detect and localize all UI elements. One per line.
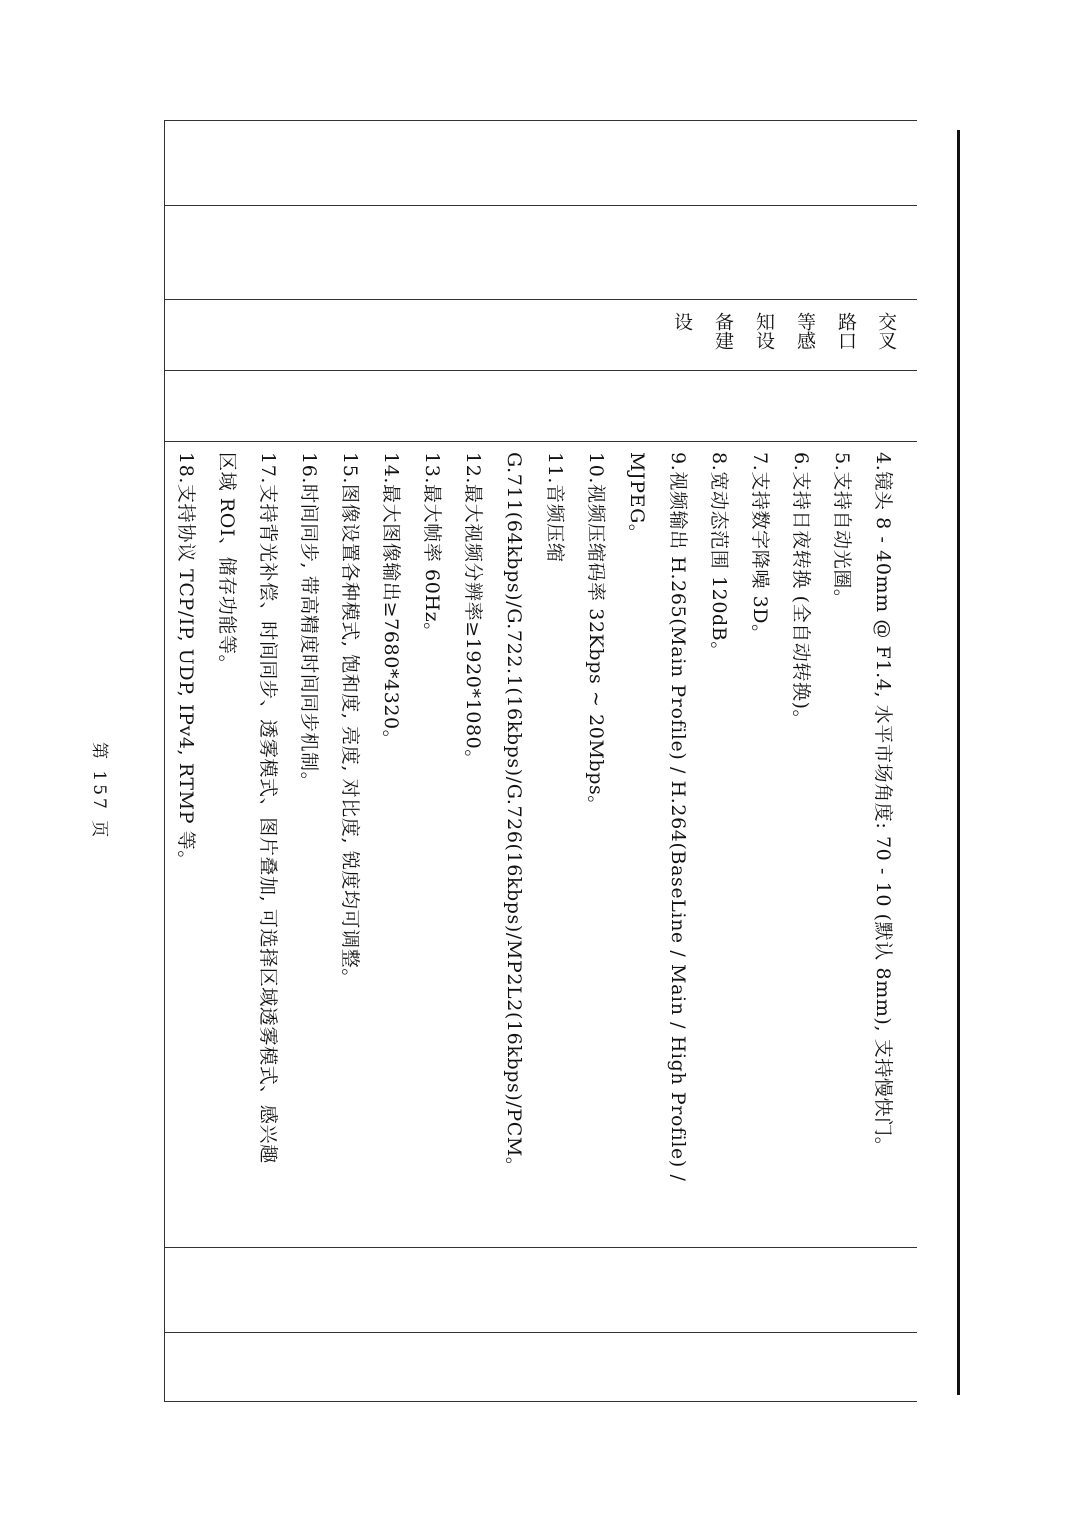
spec-line-13: 14.最大图像输出≥7680*4320。 [380, 452, 402, 750]
spec-line-15: 16.时间同步, 带高精度时间同步机制。 [298, 452, 320, 792]
row-label-col-6 [672, 312, 694, 331]
spec-line-1: 4.镜头 8 - 40mm @ F1.4, 水平市场角度: 70 - 10 (默认 8mm), 支持慢快门。 [872, 452, 894, 1157]
spec-line-2: 5.支持自动光圈。 [831, 452, 853, 609]
row-label-line-2: 路口 [835, 312, 857, 350]
spec-line-3: 6.支持日夜转换 (全自动转换)。 [790, 452, 812, 730]
spec-line-12: 13.最大帧率 60Hz。 [421, 452, 443, 642]
spec-line-11: 12.最大视频分辨率≥1920*1080。 [462, 452, 484, 769]
table-divider-3 [164, 370, 917, 371]
spec-line-16: 17.支持背光补偿、时间同步、透雾模式、图片叠加, 可选择区域透雾模式、感兴趣 [257, 452, 279, 1164]
spec-line-10: G.711(64kbps)/G.722.1(16kbps)/G.726(16kbps)/MP2L2(16kbps)/PCM。 [503, 452, 525, 1177]
spec-line-5: 8.宽动态范围 120dB。 [708, 452, 730, 661]
row-label-col-1 [876, 312, 898, 350]
row-label-col-3 [795, 312, 817, 350]
table-border-top [164, 120, 917, 121]
spec-line-6: 9.视频输出 H.265(Main Profile) / H.264(BaseLine / Main / High Profile) / [667, 452, 689, 1182]
row-label-line-4: 知设 [753, 312, 775, 350]
table-divider-4 [164, 441, 917, 442]
table-divider-1 [164, 205, 917, 206]
spec-line-8: 10.视频压缩码率 32Kbps ~ 20Mbps。 [585, 452, 607, 816]
spec-line-9: 11.音频压缩 [544, 452, 566, 563]
page-number: 第 157 页 [89, 742, 109, 841]
table-divider-5 [164, 1247, 917, 1248]
spec-line-18: 18.支持协议 TCP/IP, UDP, IPv4, RTMP 等。 [175, 452, 197, 870]
row-label-line-5: 备建 [712, 312, 734, 350]
page-number-wrap [89, 742, 114, 840]
row-label-col-4 [754, 312, 776, 350]
spec-line-17: 区域 ROI、储存功能等。 [216, 452, 238, 675]
table-divider-2 [164, 299, 917, 300]
row-label-col-2 [836, 312, 858, 350]
row-label-line-3: 等感 [794, 312, 816, 350]
spec-line-4: 7.支持数字降噪 3D。 [749, 452, 771, 644]
row-label-line-1: 交叉 [875, 312, 897, 350]
table-border-bottom [164, 1401, 917, 1402]
row-label-line-6: 设 [671, 312, 693, 331]
binding-line [957, 130, 960, 1395]
spec-line-7: MJPEG。 [626, 452, 648, 544]
row-label-col-5 [713, 312, 735, 350]
spec-line-14: 15.图像设置各种模式, 饱和度, 亮度, 对比度, 锐度均可调整。 [339, 452, 361, 988]
table-divider-6 [164, 1332, 917, 1333]
spec-list [158, 452, 898, 1242]
